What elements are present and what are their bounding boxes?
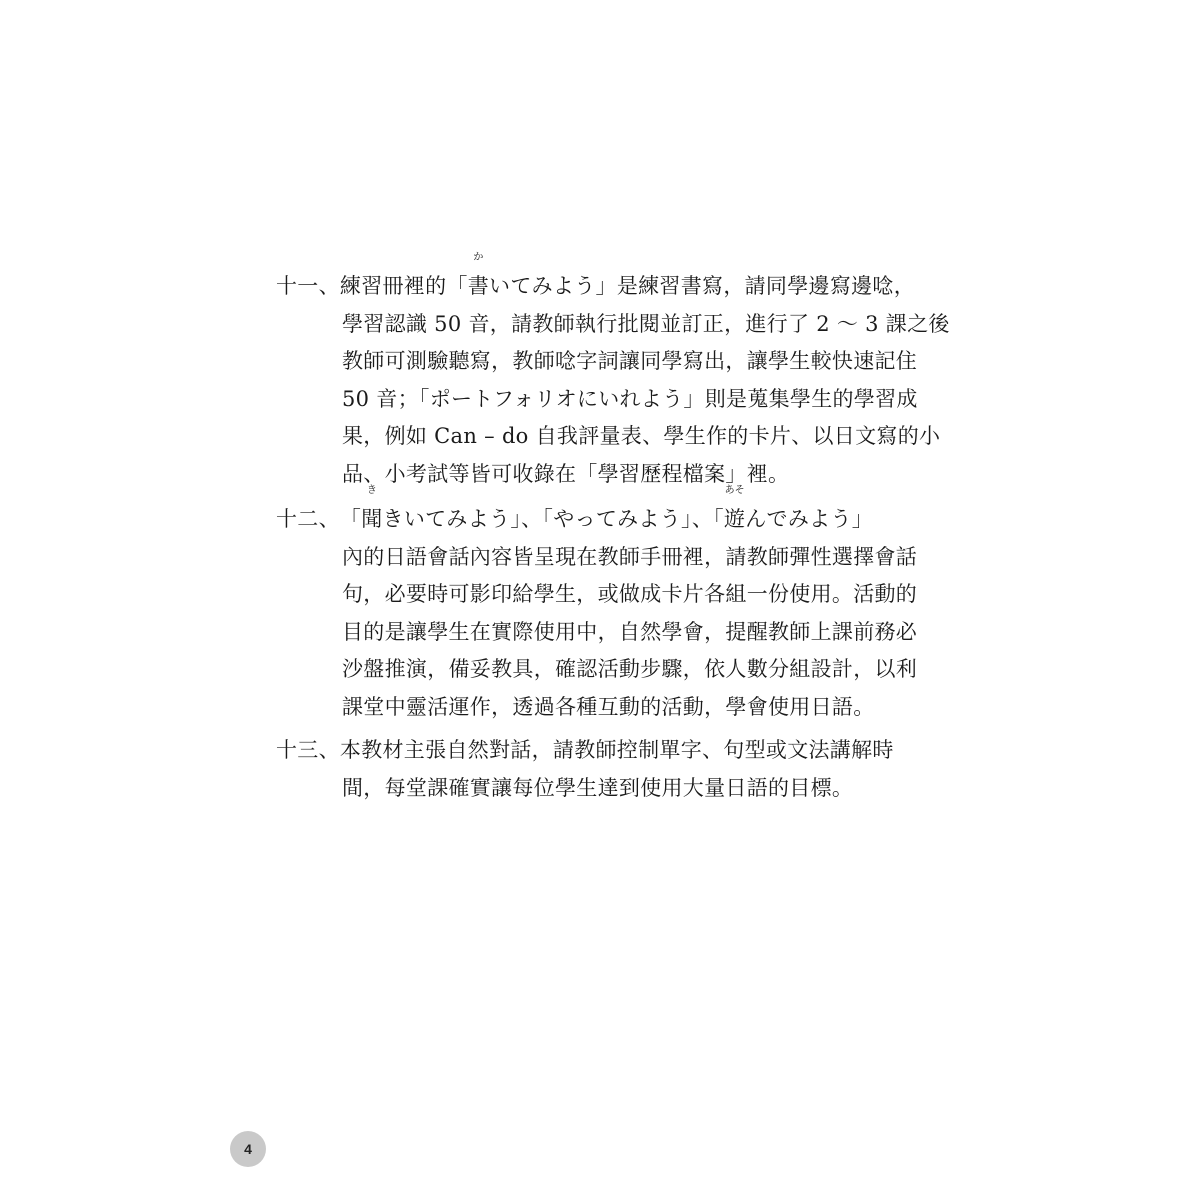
item-line: 教師可測驗聽寫，教師唸字詞讓同學寫出，讓學生較快速記住 — [342, 349, 918, 374]
note-item-12 — [276, 485, 926, 727]
item-line: 課堂中靈活運作，透過各種互動的活動，學會使用日語。 — [342, 694, 875, 719]
item-text: 本教材主張自然對話，請教師控制單字、句型或文法講解時 — [339, 738, 894, 762]
ruby-base: 書 — [467, 274, 490, 298]
ruby-annotated-kanji — [467, 252, 490, 306]
furigana: あそ — [724, 485, 745, 496]
item-13-first-line — [276, 732, 926, 770]
ruby-base: 遊 — [723, 507, 746, 531]
item-text: きいてみよう」、「やってみよう」、「 — [382, 507, 724, 531]
item-12-first-line — [276, 485, 926, 539]
ruby-base: 聞 — [361, 507, 383, 531]
item-text: 練習冊裡的「 — [339, 274, 468, 298]
item-line: 目的是讓學生在實際使用中，自然學會，提醒教師上課前務必 — [342, 619, 918, 644]
item-line: 學習認識 50 音，請教師執行批閱並訂正，進行了 2 ～ 3 課之後 — [342, 311, 950, 336]
item-11-first-line — [276, 252, 926, 306]
ruby-annotated-kanji — [723, 485, 746, 539]
item-text: んでみよう」 — [745, 507, 874, 531]
item-number: 十二、 — [276, 507, 340, 531]
item-line: 內的日語會話內容皆呈現在教師手冊裡，請教師彈性選擇會話 — [342, 544, 918, 569]
note-item-11 — [276, 252, 950, 494]
item-text: 「 — [339, 507, 362, 531]
furigana: き — [366, 485, 377, 496]
item-line: 50 音；「ポートフォリオにいれよう」則是蒐集學生的學習成 — [342, 386, 918, 411]
ruby-annotated-kanji — [361, 485, 383, 539]
item-text: いてみよう」是練習書寫，請同學邊寫邊唸， — [489, 274, 916, 298]
item-line: 品、小考試等皆可收錄在「學習歷程檔案」裡。 — [342, 461, 790, 486]
furigana: か — [473, 252, 484, 263]
item-number: 十三、 — [276, 738, 340, 762]
page-number-badge: 4 — [230, 1131, 266, 1167]
item-line: 果，例如 Can – do 自我評量表、學生作的卡片、以日文寫的小 — [342, 424, 941, 449]
note-item-13 — [276, 732, 926, 807]
item-line: 句，必要時可影印給學生，或做成卡片各組一份使用。活動的 — [342, 582, 918, 607]
item-line: 沙盤推演，備妥教具，確認活動步驟，依人數分組設計，以利 — [342, 657, 918, 682]
item-line: 間，每堂課確實讓每位學生達到使用大量日語的目標。 — [342, 775, 854, 800]
item-number: 十一、 — [276, 274, 340, 298]
